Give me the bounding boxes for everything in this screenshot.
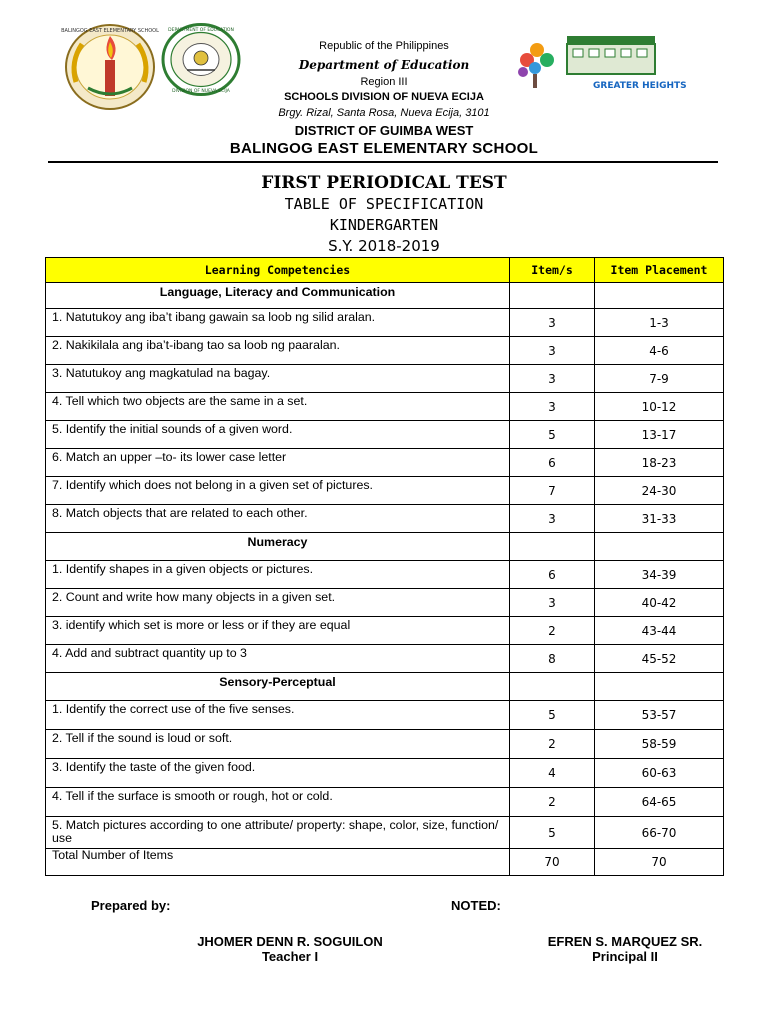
teacher-title: Teacher I: [261, 949, 319, 964]
items-cell: 4: [510, 759, 595, 788]
table-row: [46, 449, 724, 477]
table-row: [46, 759, 724, 788]
header-items: Item/s: [510, 258, 595, 283]
table-row: [46, 701, 724, 730]
table-row: [46, 561, 724, 589]
section-title: Sensory-Perceptual: [46, 673, 510, 701]
items-cell: 7: [510, 477, 595, 505]
items-cell: 2: [510, 788, 595, 817]
items-cell: 2: [510, 617, 595, 645]
header-department: Department of Education: [298, 58, 470, 72]
placement-cell: 24-30: [595, 477, 724, 505]
school-year: S.Y. 2018-2019: [328, 237, 440, 255]
placement-cell: 4-6: [595, 337, 724, 365]
table-row: [46, 617, 724, 645]
header-placement: Item Placement: [595, 258, 724, 283]
grade-level: KINDERGARTEN: [329, 216, 439, 234]
header-divider: [48, 161, 718, 163]
placement-cell: 40-42: [595, 589, 724, 617]
header-competencies: Learning Competencies: [46, 258, 510, 283]
principal-title: Principal II: [592, 949, 658, 964]
teacher-signature-block: [170, 934, 410, 964]
header-district: DISTRICT OF GUIMBA WEST: [294, 123, 474, 138]
items-cell: 2: [510, 730, 595, 759]
competency-cell: 5. Identify the initial sounds of a given word.: [46, 421, 510, 449]
placement-cell: 31-33: [595, 505, 724, 533]
deped-seal-bottom-text: DIVISION OF NUEVA ECIJA: [172, 89, 230, 94]
table-of-specification: [45, 257, 724, 876]
placement-cell: 60-63: [595, 759, 724, 788]
table-row: [46, 505, 724, 533]
competency-cell: 1. Identify the correct use of the five senses.: [46, 701, 510, 730]
competency-cell: 4. Tell if the surface is smooth or rough, hot or cold.: [46, 788, 510, 817]
placement-cell: 18-23: [595, 449, 724, 477]
placement-cell: 64-65: [595, 788, 724, 817]
items-cell: 3: [510, 589, 595, 617]
section-row-numeracy: [46, 533, 724, 561]
table-row: [46, 309, 724, 337]
section-title: Numeracy: [46, 533, 510, 561]
table-row: [46, 421, 724, 449]
total-label: Total Number of Items: [46, 849, 510, 876]
competency-cell: 5. Match pictures according to one attribute/ property: shape, color, size, function/ use: [46, 817, 510, 849]
competency-cell: 2. Nakikilala ang iba’t-ibang tao sa loob ng paaralan.: [46, 337, 510, 365]
items-cell: 3: [510, 365, 595, 393]
competency-cell: 1. Identify shapes in a given objects or pictures.: [46, 561, 510, 589]
competency-cell: 7. Identify which does not belong in a given set of pictures.: [46, 477, 510, 505]
competency-cell: 2. Count and write how many objects in a given set.: [46, 589, 510, 617]
noted-label: NOTED:: [451, 898, 501, 913]
table-row: [46, 393, 724, 421]
items-cell: 6: [510, 561, 595, 589]
placement-cell: 7-9: [595, 365, 724, 393]
table-row: [46, 589, 724, 617]
competency-cell: 4. Tell which two objects are the same in a set.: [46, 393, 510, 421]
table-row: [46, 337, 724, 365]
competency-cell: 3. Identify the taste of the given food.: [46, 759, 510, 788]
section-row-sensory: [46, 673, 724, 701]
header-republic: Republic of the Philippines: [319, 40, 449, 52]
competency-cell: 1. Natutukoy ang iba’t ibang gawain sa loob ng silid aralan.: [46, 309, 510, 337]
table-header-row: [46, 258, 724, 283]
placement-cell: 13-17: [595, 421, 724, 449]
items-cell: 3: [510, 337, 595, 365]
test-title: FIRST PERIODICAL TEST: [261, 173, 507, 193]
placement-cell: 10-12: [595, 393, 724, 421]
header-division: SCHOOLS DIVISION OF NUEVA ECIJA: [284, 91, 484, 103]
items-cell: 3: [510, 309, 595, 337]
teacher-name: JHOMER DENN R. SOGUILON: [197, 934, 383, 949]
competency-cell: 4. Add and subtract quantity up to 3: [46, 645, 510, 673]
deped-seal-top-text: DEPARTMENT OF EDUCATION: [168, 28, 234, 33]
competency-cell: 6. Match an upper –to- its lower case letter: [46, 449, 510, 477]
table-row: [46, 730, 724, 759]
placement-cell: 45-52: [595, 645, 724, 673]
items-cell: 6: [510, 449, 595, 477]
placement-cell: 1-3: [595, 309, 724, 337]
placement-cell: 34-39: [595, 561, 724, 589]
principal-name: EFREN S. MARQUEZ SR.: [547, 934, 703, 949]
competency-cell: 3. Natutukoy ang magkatulad na bagay.: [46, 365, 510, 393]
section-title: Language, Literacy and Communication: [46, 283, 510, 309]
total-items: 70: [510, 849, 595, 876]
table-title: TABLE OF SPECIFICATION: [284, 195, 484, 213]
competency-cell: 3. identify which set is more or less or if they are equal: [46, 617, 510, 645]
placement-cell: 58-59: [595, 730, 724, 759]
items-cell: 5: [510, 701, 595, 730]
greater-heights-text: GREATER HEIGHTS: [593, 81, 687, 91]
header-address: Brgy. Rizal, Santa Rosa, Nueva Ecija, 3101: [278, 107, 490, 119]
principal-signature-block: [520, 934, 730, 964]
table-row: [46, 477, 724, 505]
table-row: [46, 645, 724, 673]
header-region: Region III: [360, 76, 408, 88]
competency-cell: 8. Match objects that are related to each other.: [46, 505, 510, 533]
placement-cell: 53-57: [595, 701, 724, 730]
items-cell: 8: [510, 645, 595, 673]
header-school-name: BALINGOG EAST ELEMENTARY SCHOOL: [229, 140, 539, 157]
placement-cell: 43-44: [595, 617, 724, 645]
section-row-language: [46, 283, 724, 309]
items-cell: 5: [510, 817, 595, 849]
total-placement: 70: [595, 849, 724, 876]
competency-cell: 2. Tell if the sound is loud or soft.: [46, 730, 510, 759]
items-cell: 3: [510, 505, 595, 533]
items-cell: 5: [510, 421, 595, 449]
table-row: [46, 788, 724, 817]
table-row: [46, 817, 724, 849]
school-seal-text: BALINGOG EAST ELEMENTARY SCHOOL: [61, 28, 159, 34]
items-cell: 3: [510, 393, 595, 421]
prepared-by-label: Prepared by:: [91, 898, 171, 913]
total-row: [46, 849, 724, 876]
table-row: [46, 365, 724, 393]
placement-cell: 66-70: [595, 817, 724, 849]
